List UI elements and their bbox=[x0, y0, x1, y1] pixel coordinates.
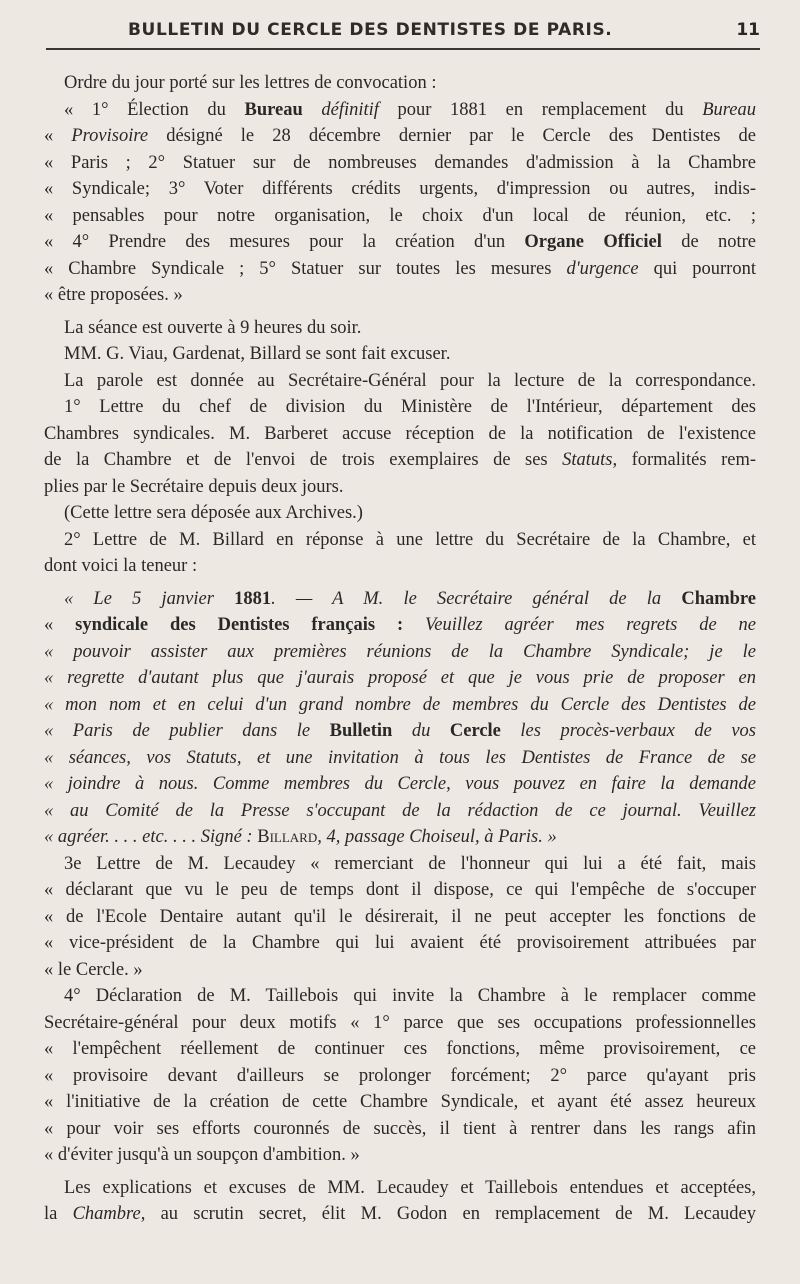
text-line: « provisoire devant d'ailleurs se prolonger forcément; 2° parce qu'ayant pris bbox=[44, 1065, 756, 1086]
text-line: 4° Déclaration de M. Taillebois qui invite la Chambre à le remplacer comme bbox=[64, 986, 756, 1006]
text-line: « être proposées. » bbox=[44, 285, 183, 305]
text-line: 3e Lettre de M. Lecaudey « remerciant de l'honneur qui lui a été fait, mais bbox=[64, 853, 756, 874]
text-line: « pouvoir assister aux premières réunions de la Chambre Syndicale; je le bbox=[44, 641, 756, 662]
running-title: BULLETIN DU CERCLE DES DENTISTES DE PARIS. bbox=[128, 20, 613, 40]
text-line: Ordre du jour porté sur les lettres de convocation : bbox=[64, 73, 437, 93]
text-line: « joindre à nous. Comme membres du Cercle, vous pouvez en faire la demande bbox=[44, 774, 756, 794]
text-line: MM. G. Viau, Gardenat, Billard se sont fait excuser. bbox=[64, 344, 451, 364]
text-line: « déclarant que vu le peu de temps dont il dispose, ce qui l'empêche de s'occuper bbox=[44, 880, 756, 900]
page-header bbox=[46, 18, 760, 50]
text-line: plies par le Secrétaire depuis deux jours. bbox=[44, 476, 344, 497]
text-line: « Provisoire désigné le 28 décembre dernier par le Cercle des Dentistes de bbox=[44, 126, 757, 146]
text-line: « Le 5 janvier 1881. — A M. le Secrétaire général de la Chambre bbox=[64, 588, 757, 609]
text-line: « mon nom et en celui d'un grand nombre de membres du Cercle des Dentistes de bbox=[44, 694, 756, 715]
text-line: « pensables pour notre organisation, le choix d'un local de réunion, etc. ; bbox=[44, 205, 756, 226]
text-line: « séances, vos Statuts, et une invitation à tous les Dentistes de France de se bbox=[44, 747, 756, 768]
text-line: « Paris de publier dans le Bulletin du Cercle les procès-verbaux de vos bbox=[44, 721, 756, 741]
text-line: La séance est ouverte à 9 heures du soir. bbox=[64, 317, 362, 338]
page-number: 11 bbox=[736, 20, 760, 40]
text-line: « le Cercle. » bbox=[44, 959, 143, 980]
text-line: de la Chambre et de l'envoi de trois exemplaires de ses Statuts, formalités rem- bbox=[44, 450, 756, 470]
text-line: (Cette lettre sera déposée aux Archives.) bbox=[64, 503, 363, 523]
text-line: « Chambre Syndicale ; 5° Statuer sur toutes les mesures d'urgence qui pourront bbox=[44, 258, 756, 279]
text-line: « Syndicale; 3° Voter différents crédits urgents, d'impression ou autres, indis- bbox=[44, 179, 756, 199]
text-line: « 4° Prendre des mesures pour la création d'un Organe Officiel de notre bbox=[44, 232, 756, 252]
body-text bbox=[44, 70, 756, 1228]
text-line: 2° Lettre de M. Billard en réponse à une lettre du Secrétaire de la Chambre, et bbox=[64, 529, 756, 550]
text-line: « de l'Ecole Dentaire autant qu'il le désirerait, il ne peut accepter les fonctions de bbox=[44, 906, 756, 927]
text-line: « agréer. . . . etc. . . . Signé : Billard, 4, passage Choiseul, à Paris. » bbox=[44, 827, 557, 847]
text-line: la Chambre, au scrutin secret, élit M. Godon en remplacement de M. Lecaudey bbox=[44, 1204, 756, 1224]
text-line: « vice-président de la Chambre qui lui avaient été provisoirement attribuées par bbox=[44, 933, 756, 953]
text-line: Chambres syndicales. M. Barberet accuse réception de la notification de l'existence bbox=[44, 423, 756, 444]
text-line: « l'initiative de la création de cette Chambre Syndicale, et ayant été assez heureux bbox=[44, 1092, 756, 1112]
text-line: La parole est donnée au Secrétaire-Général pour la lecture de la correspondance. bbox=[64, 370, 756, 391]
text-line: 1° Lettre du chef de division du Ministère de l'Intérieur, département des bbox=[64, 397, 756, 417]
text-line: « 1° Élection du Bureau définitif pour 1881 en remplacement du Bureau bbox=[64, 99, 756, 120]
text-line: « Paris ; 2° Statuer sur de nombreuses demandes d'admission à la Chambre bbox=[44, 152, 756, 173]
text-line: Les explications et excuses de MM. Lecaudey et Taillebois entendues et acceptées, bbox=[64, 1177, 756, 1198]
text-line: Secrétaire-général pour deux motifs « 1° parce que ses occupations professionnelles bbox=[44, 1012, 756, 1033]
text-line: « regrette d'autant plus que j'aurais proposé et que je vous prie de proposer en bbox=[44, 668, 756, 688]
text-line: « au Comité de la Presse s'occupant de la rédaction de ce journal. Veuillez bbox=[44, 800, 756, 821]
text-line: « l'empêchent réellement de continuer ces fonctions, même provisoirement, ce bbox=[44, 1039, 756, 1059]
text-line: « pour voir ses efforts couronnés de succès, il tient à rentrer dans les rangs afin bbox=[44, 1118, 756, 1139]
text-line: « syndicale des Dentistes français : Veuillez agréer mes regrets de ne bbox=[44, 615, 757, 635]
text-line: dont voici la teneur : bbox=[44, 556, 198, 576]
text-line: « d'éviter jusqu'à un soupçon d'ambition. » bbox=[44, 1145, 360, 1165]
